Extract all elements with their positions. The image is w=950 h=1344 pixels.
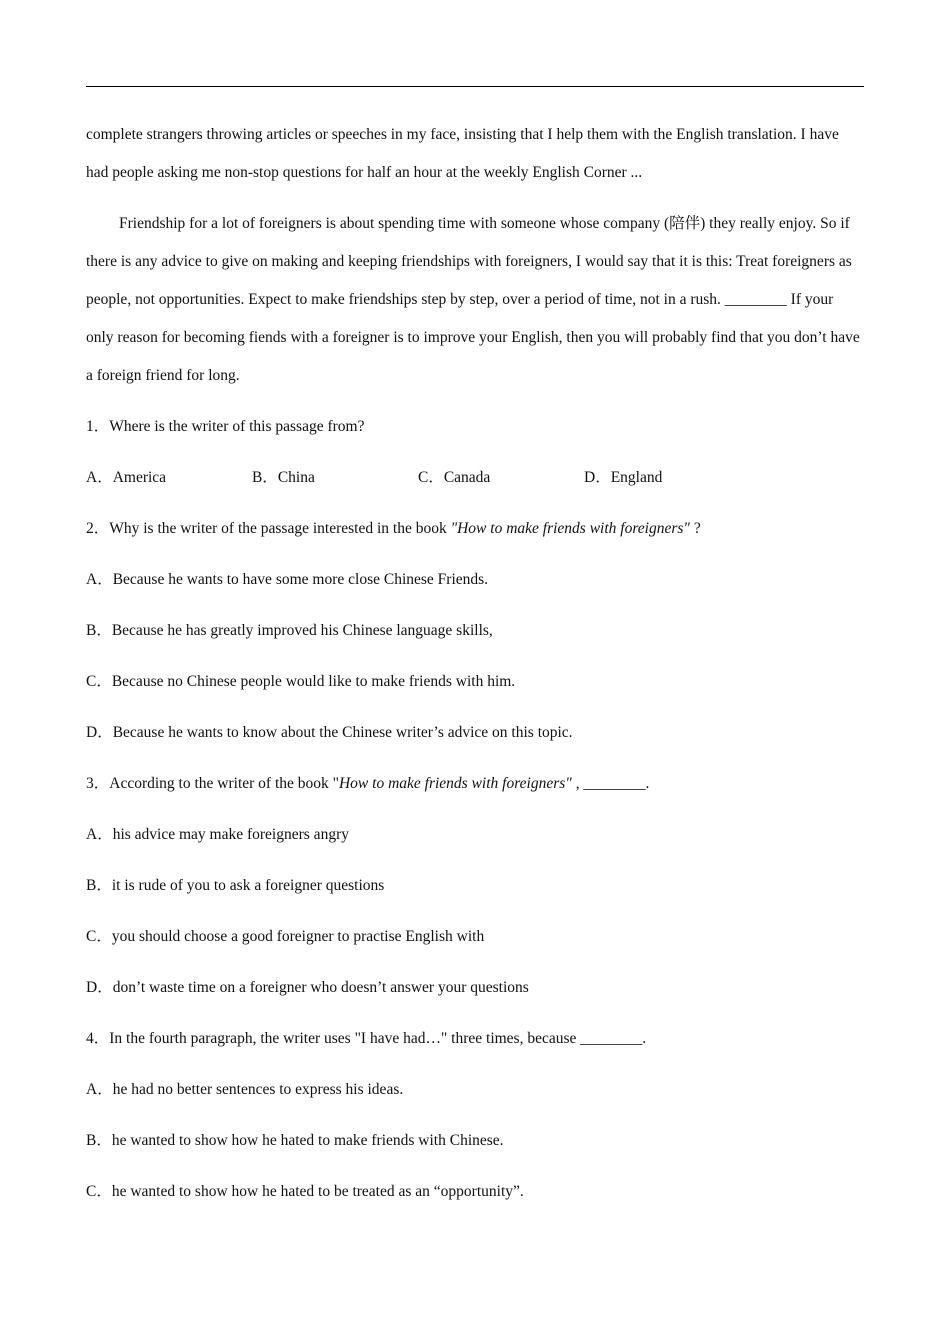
passage-paragraph-1: complete strangers throwing articles or speeches in my face, insisting that I help them with the English translation. I have had people asking me non-stop questions for half an hour at the weekly English Corner ... (86, 126, 839, 181)
question-3-stem-text: 3．According to the writer of the book " (86, 775, 339, 792)
question-2-option-b: B．Because he has greatly improved his Chinese language skills, (86, 622, 493, 639)
question-2-option-a: A．Because he wants to have some more close Chinese Friends. (86, 571, 489, 588)
question-1-option-d: D．England (584, 469, 663, 486)
question-3-option-b: B．it is rude of you to ask a foreigner questions (86, 877, 385, 894)
question-1-stem: 1．Where is the writer of this passage from? (86, 418, 365, 435)
question-3-option-a: A．his advice may make foreigners angry (86, 826, 349, 843)
question-2-stem (86, 510, 864, 548)
question-2-stem-text: 2．Why is the writer of the passage interested in the book (86, 520, 451, 537)
question-3-book-title: How to make friends with foreigners" (338, 775, 572, 792)
question-3-option-d: D．don’t waste time on a foreigner who doesn’t answer your questions (86, 979, 529, 996)
question-3-stem (86, 765, 864, 803)
question-1-option-c: C．Canada (418, 469, 491, 486)
passage-paragraph-2: Friendship for a lot of foreigners is about spending time with someone whose company (陪伴) they really enjoy. So if there is any advice to give on making and keeping friendships with foreigners, I would say that it is this: Treat foreigners as people, not opportunities. Expect to make friendships step by step, over a period of time, not in a rush. ________ If your only reason for becoming fiends with a foreigner is to improve your English, then you will probably find that you don’t have a foreign friend for long. (86, 215, 860, 384)
question-3-stem-end: , ________. (571, 775, 650, 792)
question-2-option-d: D．Because he wants to know about the Chinese writer’s advice on this topic. (86, 724, 573, 741)
document-content (86, 116, 864, 1224)
question-1-option-a: A．America (86, 469, 167, 486)
question-4-option-a: A．he had no better sentences to express his ideas. (86, 1081, 404, 1098)
question-2-stem-end: ? (689, 520, 701, 537)
question-2-option-c: C．Because no Chinese people would like to make friends with him. (86, 673, 516, 690)
question-1-options (86, 459, 864, 497)
header-rule (86, 86, 864, 87)
question-3-option-c: C．you should choose a good foreigner to practise English with (86, 928, 485, 945)
question-4-stem: 4．In the fourth paragraph, the writer uses "I have had…" three times, because ________. (86, 1030, 647, 1047)
question-1-option-b: B．China (252, 469, 315, 486)
question-4-option-b: B．he wanted to show how he hated to make friends with Chinese. (86, 1132, 504, 1149)
question-4-option-c: C．he wanted to show how he hated to be treated as an “opportunity”. (86, 1183, 524, 1200)
question-2-book-title: "How to make friends with foreigners" (450, 520, 690, 537)
